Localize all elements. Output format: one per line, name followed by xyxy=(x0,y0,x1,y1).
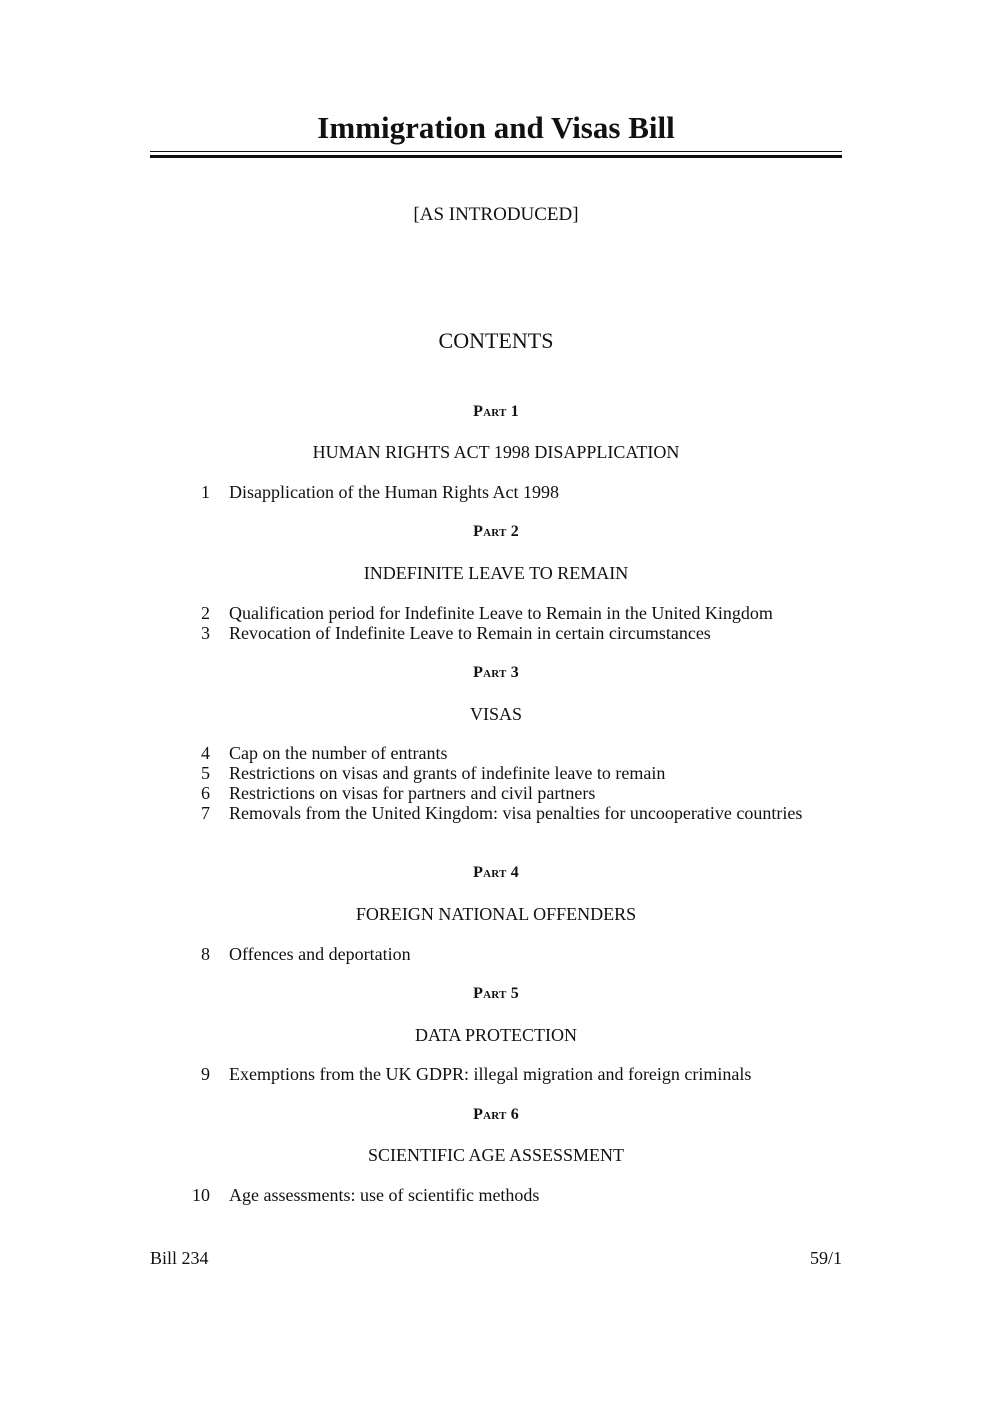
clause-title[interactable]: Qualification period for Indefinite Leave to Remain in the United Kingdom xyxy=(229,603,773,623)
clause-title[interactable]: Disapplication of the Human Rights Act 1998 xyxy=(229,482,559,502)
part-label: Part 1 xyxy=(473,403,519,420)
clause-title[interactable]: Cap on the number of entrants xyxy=(229,743,448,763)
part-heading: SCIENTIFIC AGE ASSESSMENT xyxy=(367,1145,625,1165)
clause-title[interactable]: Revocation of Indefinite Leave to Remain in certain circumstances xyxy=(229,623,711,643)
part-label: Part 5 xyxy=(473,985,519,1002)
part-heading: DATA PROTECTION xyxy=(414,1025,578,1045)
clause-number: 2 xyxy=(201,603,210,623)
part-label: Part 2 xyxy=(473,523,519,540)
part-label: Part 6 xyxy=(473,1106,519,1123)
part-label: Part 3 xyxy=(473,664,519,681)
contents-heading: CONTENTS xyxy=(438,328,554,353)
clause-title[interactable]: Age assessments: use of scientific methods xyxy=(229,1185,540,1205)
part-heading: HUMAN RIGHTS ACT 1998 DISAPPLICATION xyxy=(312,442,680,462)
clause-number: 8 xyxy=(201,944,210,964)
clause-title[interactable]: Offences and deportation xyxy=(229,944,411,964)
title-rule-thick xyxy=(150,155,842,158)
part-label: Part 4 xyxy=(473,864,519,881)
clause-number: 3 xyxy=(201,623,210,643)
clause-title[interactable]: Removals from the United Kingdom: visa penalties for uncooperative countries xyxy=(229,803,803,823)
clause-number: 9 xyxy=(201,1064,210,1084)
clause-number: 4 xyxy=(201,743,210,763)
part-heading: VISAS xyxy=(469,704,522,724)
clause-number: 10 xyxy=(192,1185,210,1205)
part-heading: FOREIGN NATIONAL OFFENDERS xyxy=(355,904,637,924)
bill-reference: 59/1 xyxy=(809,1248,842,1268)
clause-title[interactable]: Restrictions on visas and grants of indefinite leave to remain xyxy=(229,763,666,783)
clause-number: 6 xyxy=(201,783,210,803)
clause-number: 7 xyxy=(201,803,210,823)
bill-number: Bill 234 xyxy=(150,1248,209,1268)
clause-number: 5 xyxy=(201,763,210,783)
title-rule-thin xyxy=(150,151,842,152)
clause-title[interactable]: Restrictions on visas for partners and civil partners xyxy=(229,783,596,803)
part-heading: INDEFINITE LEAVE TO REMAIN xyxy=(363,563,629,583)
clause-title[interactable]: Exemptions from the UK GDPR: illegal migration and foreign criminals xyxy=(229,1064,752,1084)
bill-status: [AS INTRODUCED] xyxy=(413,204,579,225)
document-title: Immigration and Visas Bill xyxy=(317,110,675,145)
clause-number: 1 xyxy=(201,482,210,502)
